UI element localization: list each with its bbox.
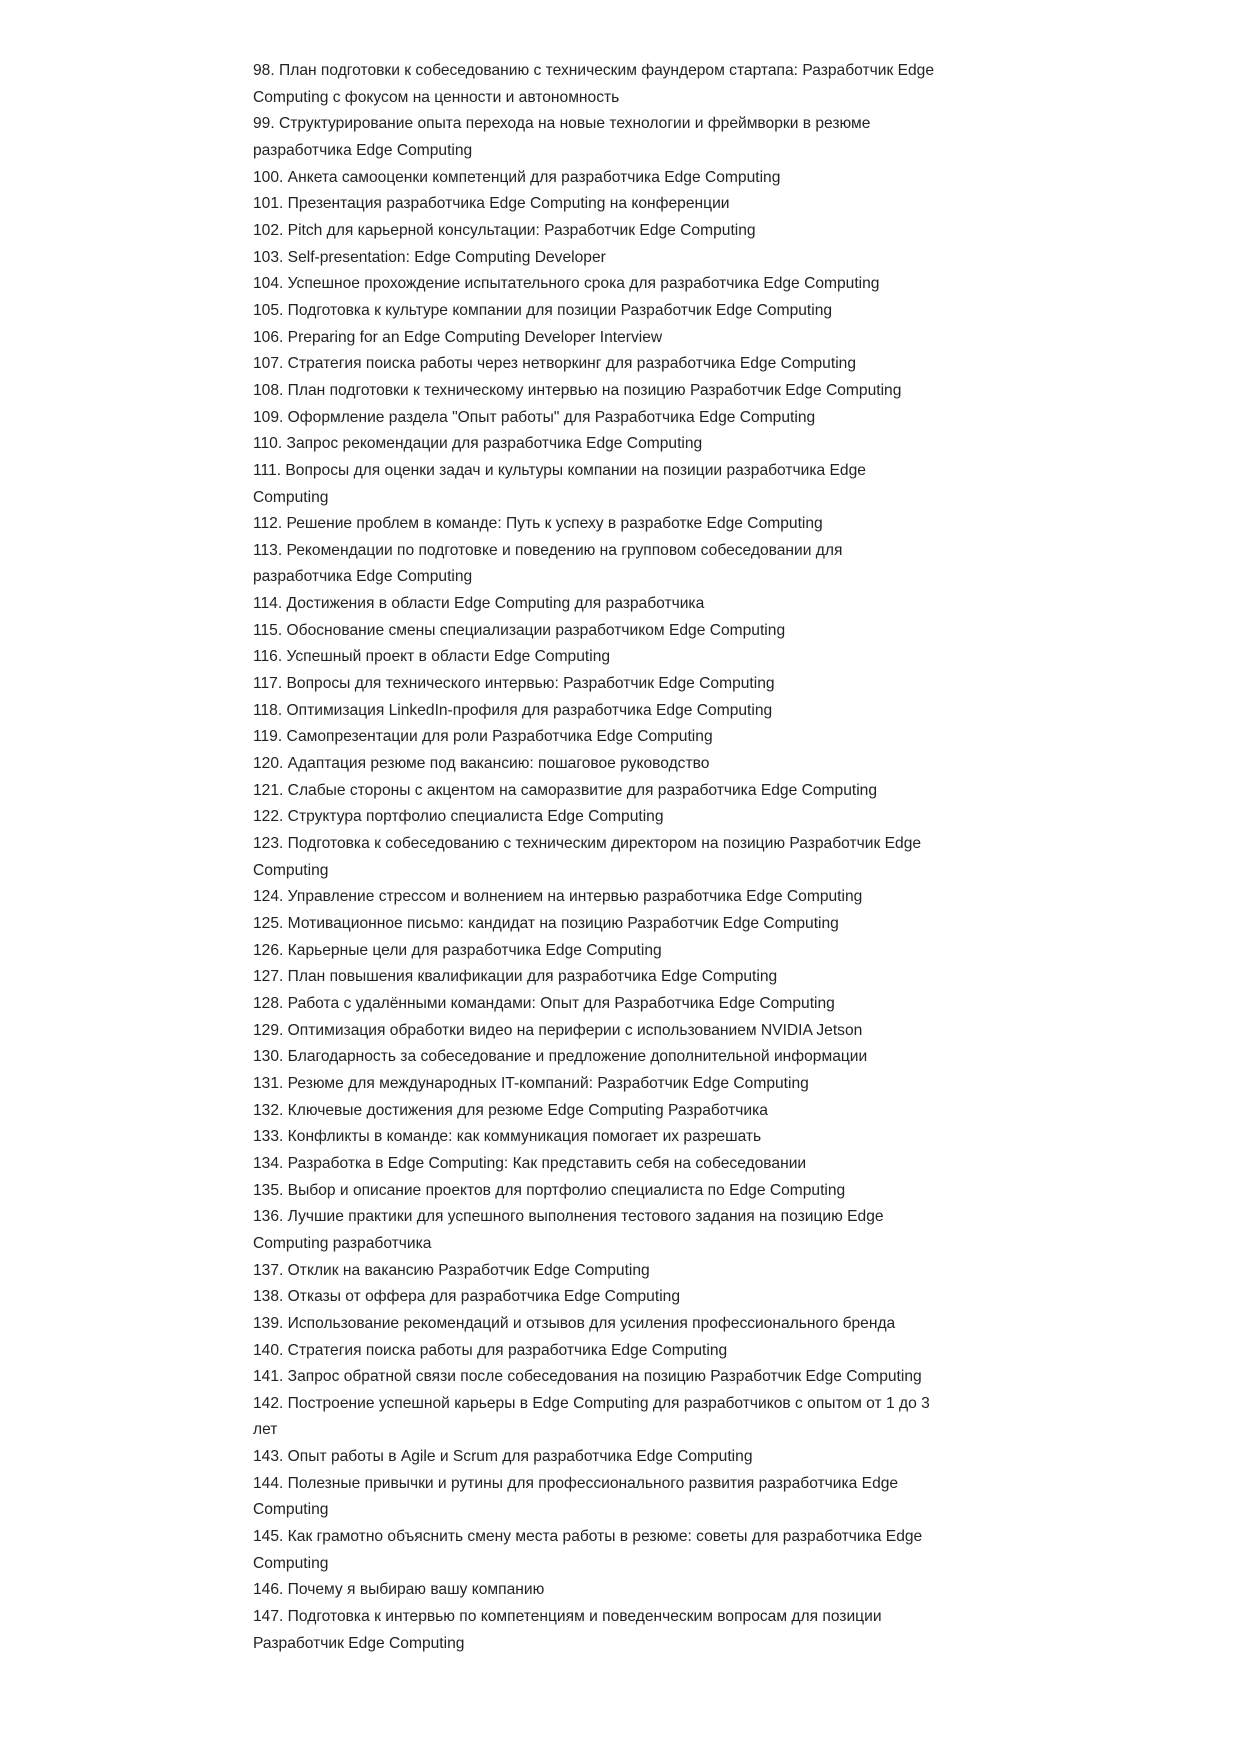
list-item: 129. Оптимизация обработки видео на периферии с использованием NVIDIA Jetson xyxy=(253,1021,863,1039)
list-item: 134. Разработка в Edge Computing: Как представить себя на собеседовании xyxy=(253,1154,807,1172)
list-item: 112. Решение проблем в команде: Путь к успеху в разработке Edge Computing xyxy=(253,515,823,533)
list-item: 135. Выбор и описание проектов для портфолио специалиста по Edge Computing xyxy=(253,1181,846,1199)
list-item: 130. Благодарность за собеседование и предложение дополнительной информации xyxy=(253,1048,868,1066)
list-item: 109. Оформление раздела "Опыт работы" для Разработчика Edge Computing xyxy=(253,408,816,426)
list-item: 121. Слабые стороны с акцентом на саморазвитие для разработчика Edge Computing xyxy=(253,781,878,799)
list-item: 138. Отказы от оффера для разработчика Edge Computing xyxy=(253,1288,681,1306)
list-item: 120. Адаптация резюме под вакансию: пошаговое руководство xyxy=(253,755,710,773)
list-item: 131. Резюме для международных IT-компаний: Разработчик Edge Computing xyxy=(253,1074,809,1092)
list-item: 136. Лучшие практики для успешного выполнения тестового задания на позицию Edge Computing разработчика xyxy=(253,1208,884,1252)
list-item: 98. План подготовки к собеседованию с техническим фаундером стартапа: Разработчик Edge Computing с фокусом на ценности и автономность xyxy=(253,62,935,106)
list-item: 118. Оптимизация LinkedIn-профиля для разработчика Edge Computing xyxy=(253,701,773,719)
list-item: 107. Стратегия поиска работы через нетворкинг для разработчика Edge Computing xyxy=(253,355,857,373)
list-item: 101. Презентация разработчика Edge Computing на конференции xyxy=(253,195,730,213)
list-item: 132. Ключевые достижения для резюме Edge Computing Разработчика xyxy=(253,1101,768,1119)
list-item: 147. Подготовка к интервью по компетенциям и поведенческим вопросам для позиции Разработчик Edge Computing xyxy=(253,1608,882,1652)
list-item: 145. Как грамотно объяснить смену места работы в резюме: советы для разработчика Edge Computing xyxy=(253,1528,923,1572)
list-item: 111. Вопросы для оценки задач и культуры компании на позиции разработчика Edge Computing xyxy=(253,461,866,506)
list-item: 143. Опыт работы в Agile и Scrum для разработчика Edge Computing xyxy=(253,1448,753,1466)
list-item: 141. Запрос обратной связи после собеседования на позицию Разработчик Edge Computing xyxy=(253,1368,922,1386)
list-item: 142. Построение успешной карьеры в Edge Computing для разработчиков с опытом от 1 до 3 лет xyxy=(253,1394,930,1439)
list-item: 114. Достижения в области Edge Computing для разработчика xyxy=(253,595,705,613)
list-item: 104. Успешное прохождение испытательного срока для разработчика Edge Computing xyxy=(253,275,880,293)
list-item: 117. Вопросы для технического интервью: Разработчик Edge Computing xyxy=(253,675,775,693)
list-item: 124. Управление стрессом и волнением на интервью разработчика Edge Computing xyxy=(253,888,863,906)
list-item: 99. Структурирование опыта перехода на новые технологии и фреймворки в резюме разработчика Edge Computing xyxy=(253,115,871,159)
list-item: 103. Self-presentation: Edge Computing Developer xyxy=(253,248,606,266)
list-item: 122. Структура портфолио специалиста Edge Computing xyxy=(253,808,664,826)
list-item: 116. Успешный проект в области Edge Computing xyxy=(253,648,611,666)
list-item: 106. Preparing for an Edge Computing Developer Interview xyxy=(253,328,663,346)
list-item: 126. Карьерные цели для разработчика Edge Computing xyxy=(253,941,662,959)
list-item: 108. План подготовки к техническому интервью на позицию Разработчик Edge Computing xyxy=(253,381,902,399)
list-item: 133. Конфликты в команде: как коммуникация помогает их разрешать xyxy=(253,1128,762,1146)
document-list xyxy=(253,58,1053,1657)
list-item: 105. Подготовка к культуре компании для позиции Разработчик Edge Computing xyxy=(253,301,833,319)
list-item: 146. Почему я выбираю вашу компанию xyxy=(253,1581,545,1599)
list-item: 140. Стратегия поиска работы для разработчика Edge Computing xyxy=(253,1341,728,1359)
list-item: 137. Отклик на вакансию Разработчик Edge Computing xyxy=(253,1261,650,1279)
list-item: 128. Работа с удалёнными командами: Опыт для Разработчика Edge Computing xyxy=(253,994,835,1012)
list-item: 125. Мотивационное письмо: кандидат на позицию Разработчик Edge Computing xyxy=(253,915,839,932)
list-item: 113. Рекомендации по подготовке и поведению на групповом собеседовании для разработчика Edge Computing xyxy=(253,541,843,586)
list-item: 100. Анкета самооценки компетенций для разработчика Edge Computing xyxy=(253,168,781,186)
list-item: 110. Запрос рекомендации для разработчика Edge Computing xyxy=(253,435,703,453)
list-item: 119. Самопрезентации для роли Разработчика Edge Computing xyxy=(253,728,713,746)
list-item: 123. Подготовка к собеседованию с техническим директором на позицию Разработчик Edge Computing xyxy=(253,835,922,879)
list-item: 115. Обоснование смены специализации разработчиком Edge Computing xyxy=(253,621,786,639)
list-item: 102. Pitch для карьерной консультации: Разработчик Edge Computing xyxy=(253,221,756,239)
list-item: 127. План повышения квалификации для разработчика Edge Computing xyxy=(253,968,778,986)
list-item: 139. Использование рекомендаций и отзывов для усиления профессионального бренда xyxy=(253,1314,896,1332)
list-item: 144. Полезные привычки и рутины для профессионального развития разработчика Edge Computing xyxy=(253,1474,899,1519)
